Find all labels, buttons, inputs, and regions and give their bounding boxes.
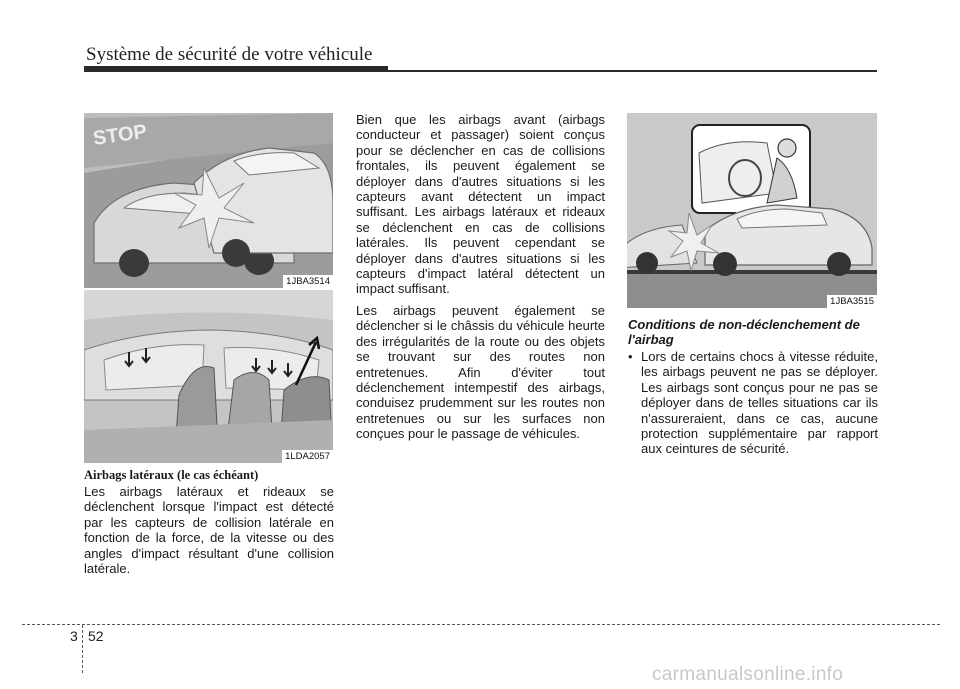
paragraph: Bien que les airbags avant (airbags conducteur et passager) soient conçus pour se déclencher en cas de collisions frontales, ils peuvent également se déployer dans d'autres situations si les capteurs avant détectent un impact suffisant. Les airbags latéraux et rideaux se déclenchent en cas de collisions latérales. Ils peuvent cependant se déployer dans d'autres situations si les capteurs d'impact latéral détectent un impact suffisant. (356, 112, 605, 297)
header-rule-thin (84, 70, 877, 72)
figure-rear-collision (627, 113, 877, 308)
figure-label: 1LDA2057 (282, 450, 333, 463)
figure-caption: Airbags latéraux (le cas échéant) (84, 468, 259, 482)
paragraph: Les airbags peuvent également se déclencher si le châssis du véhicule heurte des irrégularités de la route ou des objets se trouvant sur des routes non entretenues. Afin d'éviter tout déclenchement intempestif des airbags, conduisez prudemment sur les routes non entretenues ou sur les surfaces non conçues pour le passage de véhicules. (356, 302, 605, 442)
figure-interior-airbags (84, 290, 333, 463)
page-header-title: Système de sécurité de votre véhicule (86, 44, 373, 65)
bullet-list-item (628, 349, 878, 457)
watermark-text: carmanualsonline.info (652, 664, 844, 685)
collision-illustration (84, 113, 333, 288)
figure-collision-side (84, 113, 333, 288)
footer-dashed-divider (82, 625, 83, 673)
left-column-text (84, 484, 334, 582)
footer-dashed-rule (22, 624, 940, 625)
middle-column-text (356, 112, 605, 448)
bullet-dot: • (628, 349, 633, 364)
figure-label: 1JBA3514 (283, 275, 333, 288)
figure-label: 1JBA3515 (827, 295, 877, 308)
stop-road-marking: STOP (91, 120, 149, 150)
rear-collision-illustration (627, 113, 877, 308)
interior-illustration (84, 290, 333, 463)
bullet-text: Lors de certains chocs à vitesse réduite, les airbags peuvent ne pas se déployer. Les airbags sont conçus pour ne pas se déployer dans de telles situations car ils n'assureraient, dans ce cas, aucune protection supplémentaire par rapport aux ceintures de sécurité. (641, 349, 878, 457)
paragraph: Les airbags latéraux et rideaux se déclenchent lorsque l'impact est détecté par les capteurs de collision latérale en fonction de la force, de la vitesse ou des angles d'impact résultant d'une collision latérale. (84, 484, 334, 577)
section-subheading: Conditions de non-déclenchement de l'airbag (628, 317, 860, 347)
chapter-number: 3 (70, 628, 78, 644)
page-number: 52 (88, 628, 104, 644)
